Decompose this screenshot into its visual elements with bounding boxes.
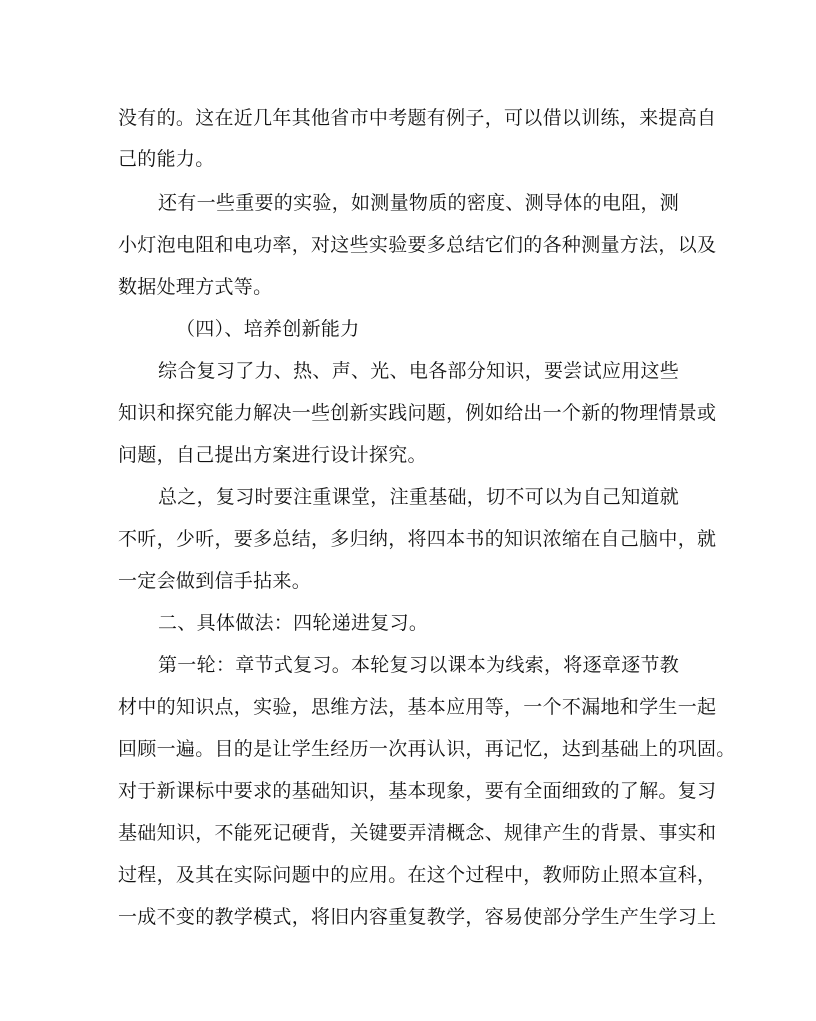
text-line: 综合复习了力、热、声、光、电各部分知识，要尝试应用这些: [158, 360, 680, 382]
text-line: 总之，复习时要注重课堂，注重基础，切不可以为自己知道就: [158, 486, 680, 508]
text-line: 一成不变的教学模式，将旧内容重复教学，容易使部分学生产生学习上: [118, 906, 717, 928]
text-line: 一定会做到信手拈来。: [118, 570, 312, 592]
text-line: 过程，及其在实际问题中的应用。在这个过程中，教师防止照本宣科，: [118, 864, 717, 886]
text-line: 第一轮：章节式复习。本轮复习以课本为线索，将逐章逐节教: [158, 654, 680, 676]
text-line: 己的能力。: [118, 148, 215, 170]
text-line: 对于新课标中要求的基础知识，基本现象，要有全面细致的了解。复习: [118, 780, 717, 802]
text-line: 基础知识，不能死记硬背，关键要弄清概念、规律产生的背景、事实和: [118, 822, 717, 844]
text-line: 没有的。这在近几年其他省市中考题有例子，可以借以训练，来提高自: [118, 107, 717, 129]
section-heading: （四）、培养创新能力: [176, 318, 360, 340]
text-line: 回顾一遍。目的是让学生经历一次再认识，再记忆，达到基础上的巩固。: [118, 738, 736, 760]
text-line: 还有一些重要的实验，如测量物质的密度、测导体的电阻，测: [158, 192, 680, 214]
text-line: 小灯泡电阻和电功率，对这些实验要多总结它们的各种测量方法，以及: [118, 234, 717, 256]
text-line: 材中的知识点，实验，思维方法，基本应用等，一个不漏地和学生一起: [118, 696, 717, 718]
text-line: 数据处理方式等。: [118, 276, 273, 298]
text-line: 问题，自己提出方案进行设计探究。: [118, 444, 427, 466]
text-line: 不听，少听，要多总结，多归纳，将四本书的知识浓缩在自己脑中，就: [118, 528, 717, 550]
section-heading: 二、具体做法：四轮递进复习。: [158, 612, 429, 634]
text-line: 知识和探究能力解决一些创新实践问题，例如给出一个新的物理情景或: [118, 402, 717, 424]
